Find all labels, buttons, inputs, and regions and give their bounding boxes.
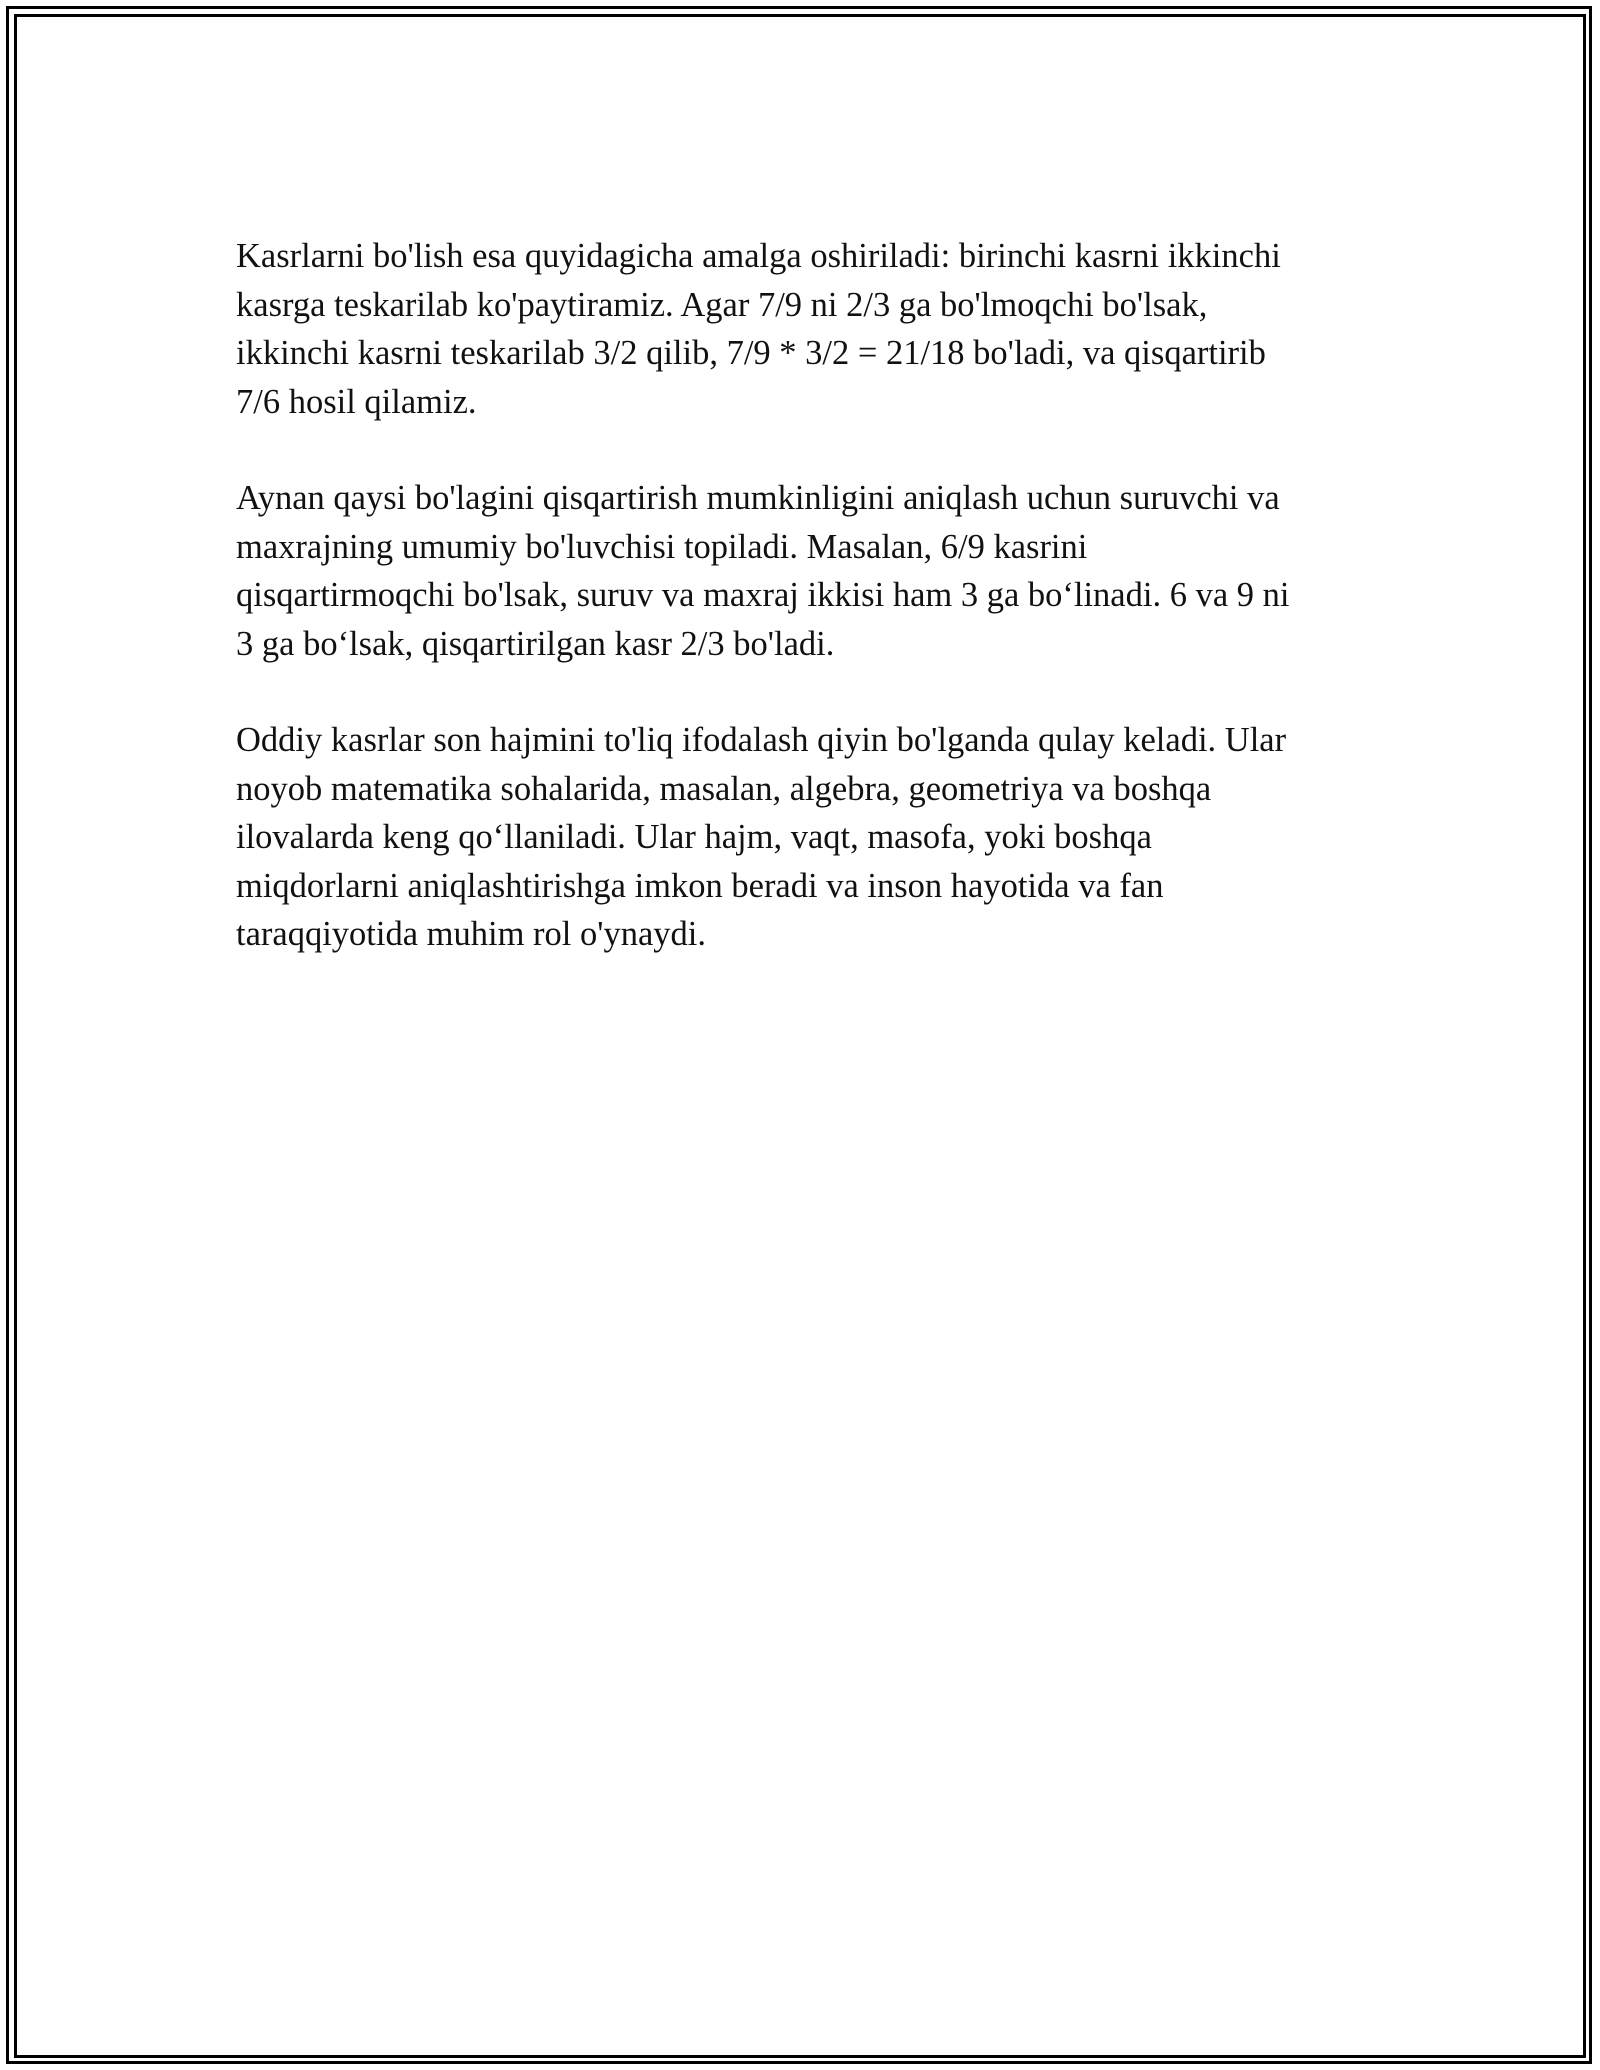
paragraph-dividing-fractions: Kasrlarni bo'lish esa quyidagicha amalga oshiriladi: birinchi kasrni ikkinchi kasrga teskarilab ko'paytiramiz. Agar 7/9 ni 2/3 ga bo'lmoqchi bo'lsak, ikkinchi kasrni teskarilab 3/2 qilib, 7/9 * 3/2 = 21/18 bo'ladi, va qisqartirib 7/6 hosil qilamiz. xyxy=(236,237,1281,421)
paragraph-reducing-fractions: Aynan qaysi bo'lagini qisqartirish mumkinligini aniqlash uchun suruvchi va maxrajning umumiy bo'luvchisi topiladi. Masalan, 6/9 kasrini qisqartirmoqchi bo'lsak, suruv va maxraj ikkisi ham 3 ga bo‘linadi. 6 va 9 ni 3 ga bo‘lsak, qisqartirilgan kasr 2/3 bo'ladi. xyxy=(236,479,1290,663)
paragraph-fraction-usage: Oddiy kasrlar son hajmini to'liq ifodalash qiyin bo'lganda qulay keladi. Ular noyob matematika sohalarida, masalan, algebra, geometriya va boshqa ilovalarda keng qo‘llaniladi. Ular hajm, vaqt, masofa, yoki boshqa miqdorlarni aniqlashtirishga imkon beradi va inson hayotida va fan taraqqiyotida muhim rol o'ynaydi. xyxy=(236,721,1287,953)
document-body xyxy=(236,232,1366,1007)
